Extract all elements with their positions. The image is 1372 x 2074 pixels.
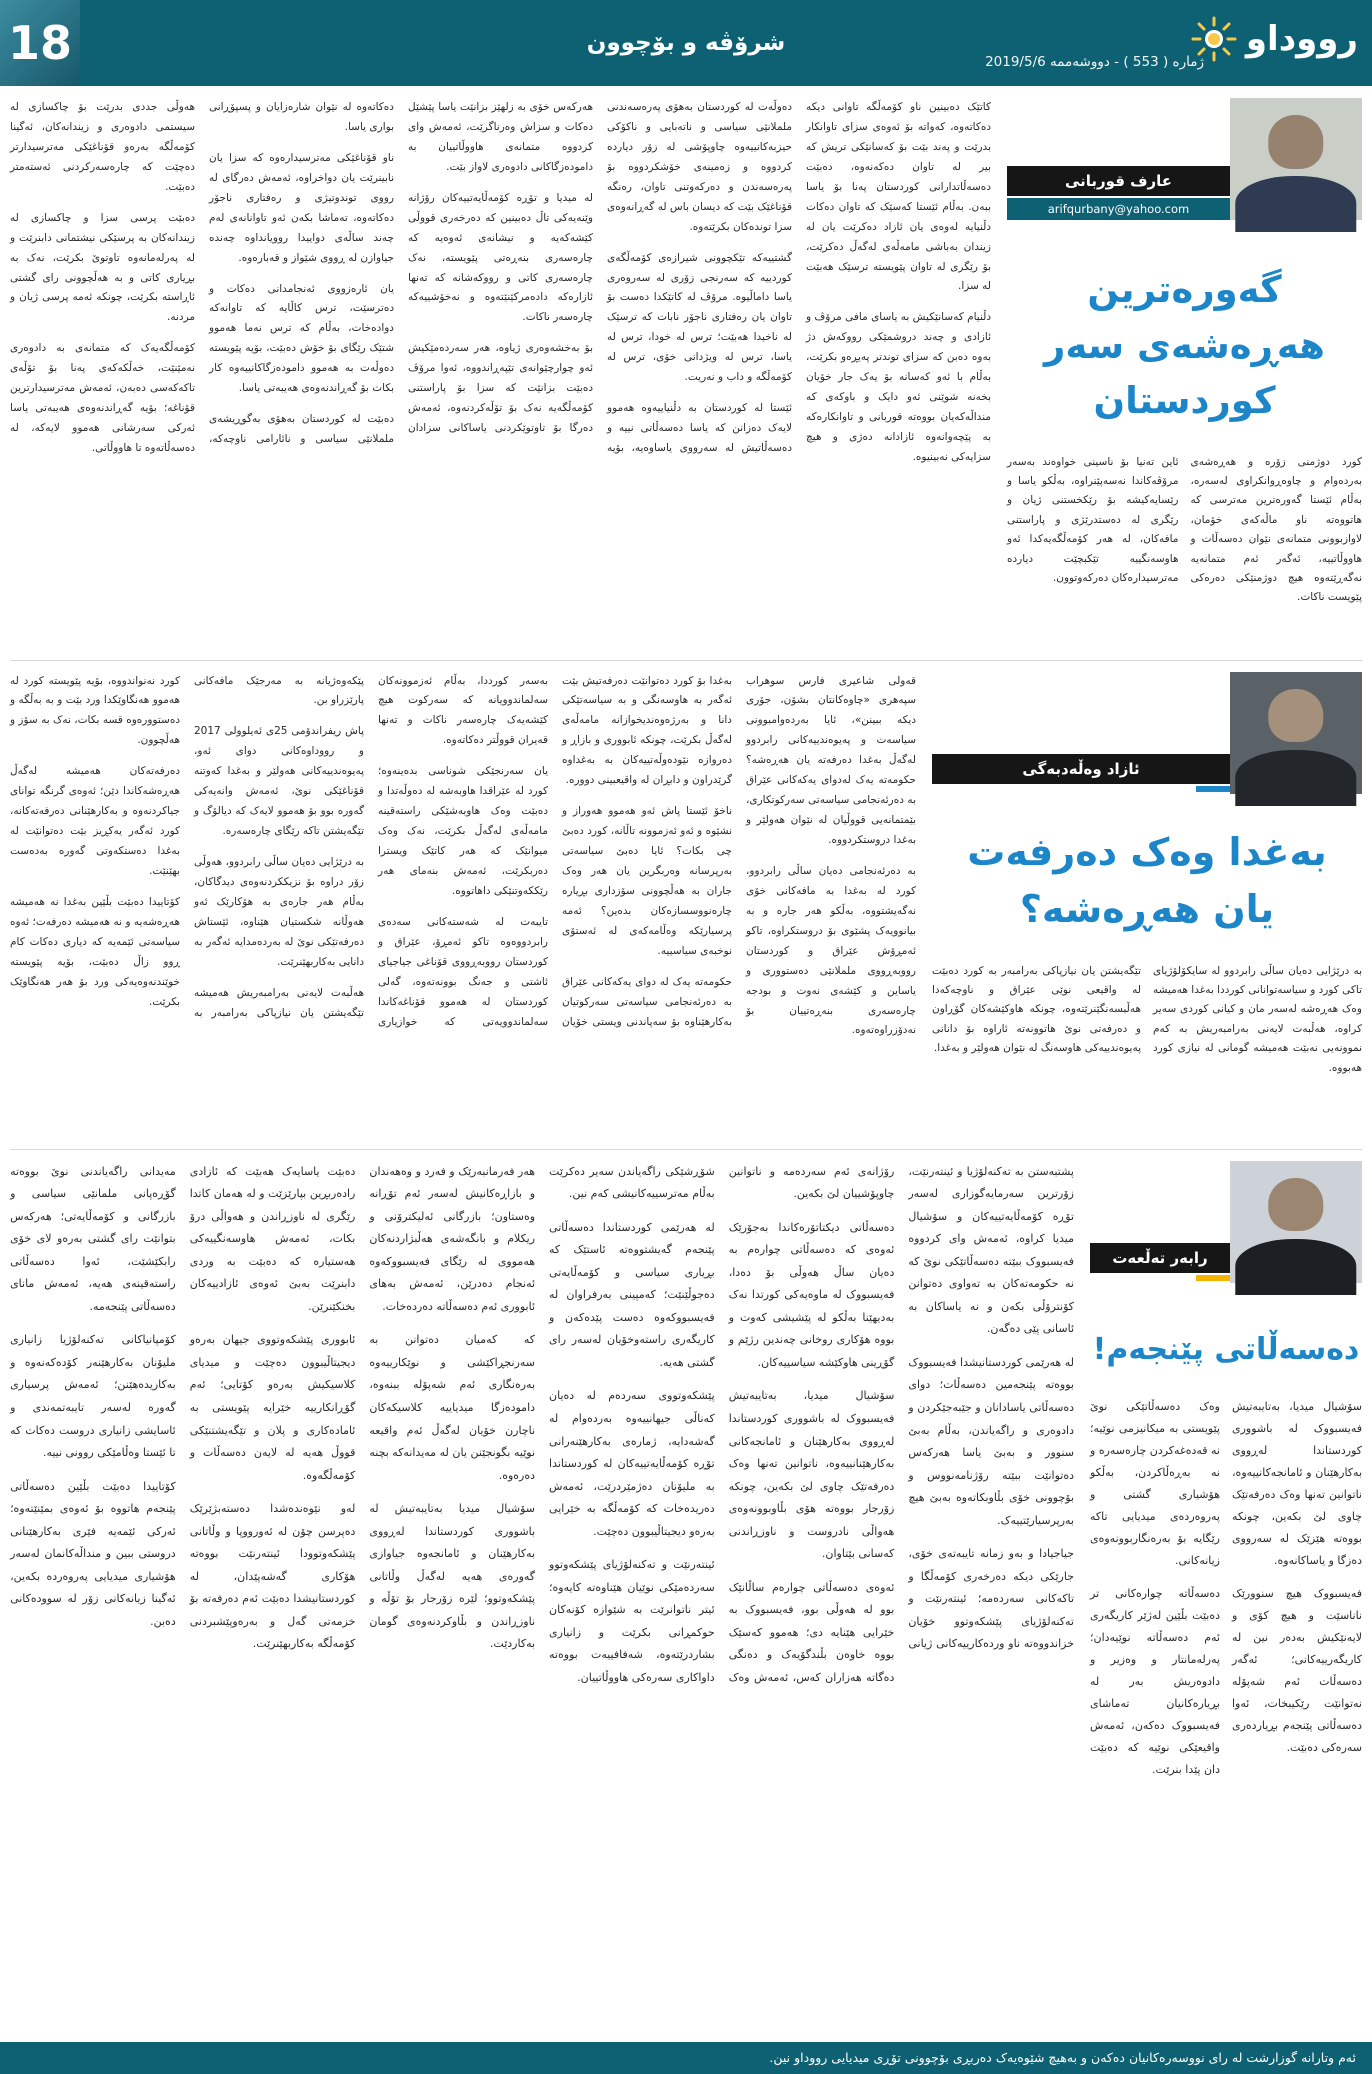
author-name-bar xyxy=(1007,166,1230,196)
footer-bar xyxy=(0,2042,1372,2074)
body-paragraph: بەغدا بۆ کورد دەتوانێت دەرفەتیش بێت ئەگەر بە هاوسەنگی و بە سیاسەتێکی دانا و بەرژەوەندیخوازانە مامەڵەی لەگەڵ بکرێت، چونکە ئابووری و بازاڕ و دەروازە نێودەوڵەتییەکان بە بەغداوە گرێدراون و دابڕان لە واقیعبینی دوورە. xyxy=(562,674,732,787)
body-paragraph: ئابووری پێشکەوتووی جیهان بەرەو دیجیتاڵیبوون دەچێت و میدیای کلاسیکیش بەرەو کۆتایی؛ ئەم گۆڕانکارییە خێرایە پێویستی بە ئامادەکاری و پلان و تێگەیشتنێکی قووڵ هەیە لە لایەن دەسەڵات و کۆمەڵگەوە. xyxy=(189,1333,356,1482)
body-paragraph: بۆ بەخشەوەری ژیاوە، هەر سەردەمێکیش ئەو چوارچێوانەی تێپەڕاندووە، ئەوا مرۆڤ دەبێت بزانێت کە سزا بۆ پاراستنی کۆمەڵگەیە نەک بۆ تۆڵەکردنەوە، ئەمەش دەرگا بۆ تاوتوێکردنی یاساکانی سزادان دەکاتەوە لە نێوان شارەزایان و پسپۆڕانی بواری یاسا. xyxy=(209,101,593,435)
article-body xyxy=(10,672,916,1132)
body-paragraph: کۆتاییدا دەبێت بڵێین بەغدا نە هەمیشە هەڕەشەیە و نە هەمیشە دەرفەت؛ ئەوە سیاسەتی ئێمەیە کە دیاری دەکات کام ڕوو زاڵ دەبێت، بۆیە پێویستە خوێندنەوەیەکی ورد بۆ هەر هەنگاوێک بکرێت. xyxy=(10,895,180,1008)
body-paragraph: بە دەرئەنجامی دەیان ساڵی رابردوو، کورد لە بەغدا بە مافەکانی خۆی نەگەیشتووە، بەڵکو هەر جارە و بە بیانوویەک پشێوی بۆ دروستکراوە، تاکو ئەمڕۆش عێراق و کوردستان رووبەڕووی ململانێی دەستووری و یاساین و کێشەی نەوت و بودجە چارەسەری بنەڕەتییان بۆ نەدۆزراوەتەوە. xyxy=(746,864,916,1037)
body-paragraph: کاتێک دەبینین ناو کۆمەڵگە تاوانی دیکە دەکاتەوە، کەواتە بۆ ئەوەی سزای تاوانکار بدرێت و پەند بێت بۆ کەسانێکی تریش کە بیر لە تاوان دەکەنەوە، دەبێت دەسەڵاتدارانی کوردستان پەنا بۆ یاسا ببەن. بەڵام ئێستا کەسێک کە تاوان دەکات دڵنیایە لەوەی یان ئازاد دەکرێت یان لە زیندان بەباشی مامەڵەی لەگەڵ دەکرێت، بۆ رێگری لە تاوان پێویستە ترسێک هەبێت لە سزا. xyxy=(806,101,991,293)
body-paragraph: لە هەرێمی کوردستاندا دەسەڵاتی پێنجەم گەیشتووەتە ئاستێک کە بڕیاری سیاسی و کۆمەڵایەتی دەجوڵێنێت؛ کەمپینی بەرفراوان لە فەیسبووکەوە دەست پێدەکەن و کاریگەری راستەوخۆیان لەسەر رای گشتی هەیە. xyxy=(549,1220,715,1369)
author-name-bar xyxy=(1090,1243,1230,1273)
section-title: شرۆڤە و بۆچوون xyxy=(586,30,786,56)
body-paragraph: دەبێت لە کوردستان بەهۆی بەگوڕیشەی ململانێی سیاسی و نائارامی ناوچەکە، هەوڵی جددی بدرێت بۆ چاکسازی لە سیستمی دادوەری و زیندانەکان، ئەگینا کۆمەڵگە بەرەو قۆناغێکی مەترسیدارتر دەچێت کە چارەسەرکردنی ئەستەمتر دەبێت. xyxy=(10,101,394,446)
page-number: 18 xyxy=(0,0,80,86)
body-paragraph: دەسەڵاتە چوارەکانی تر دەبێت بڵێین لەژێر کاریگەری ئەم دەسەڵاتە نوێیەدان؛ پەرلەمانتار و وەزیر و دادوەریش بەر لە بڕیارەکانیان تەماشای فەیسبووک دەکەن، ئەمەش واقیعێکی نوێیە کە دەبێت دان پێدا بنرێت. xyxy=(1090,1586,1220,1776)
body-paragraph: ئاین تەنیا بۆ ناسینی خواوەند بەسەر مرۆڤەکاندا نەسەپێنراوە، بەڵکو یاسا و رێسایەکیشە بۆ رێکخستنی ژیان و رێگری لە دەستدرێژی و پاراستنی مافەکان، لە هەر کۆمەڵگەیەکدا ئەو هاوسەنگییە تێکبچێت دیاردە مەترسیدارەکان دەرکەوتوون. xyxy=(1007,455,1179,585)
body-paragraph: سۆشیال میدیا بەتایبەتیش لە باشووری کوردستاندا لەڕووی بەکارهێنان و ئامانجەوە جیاوازی گەورەی هەیە لەگەڵ وڵاتانی پێشکەوتوو؛ لێرە زۆرجار بۆ تۆڵە و ناوزڕاندن و بڵاوکردنەوەی گومان بەکاردێت. xyxy=(369,1502,536,1651)
page-content xyxy=(0,86,1372,2042)
rudaw-logo xyxy=(1191,16,1358,62)
body-paragraph: قەولی شاعیری فارس سوهراب سپەهری «چاوەکانتان بشۆن، جۆری دیکە ببینن»، ئایا بەردەوامبوونی سیاسەت و پەیوەندییەکانی رابردوو لەگەڵ بەغدا دەرفەتە یان هەڕەشە؟ حکومەتە یەک لەدوای یەکەکانی عێراق بە دەرئەنجامی سیاسەتی سەرکوتکاری، بێمتمانەیی قووڵیان لە نێوان هەولێر و بەغدا دروستکردووە. xyxy=(746,674,916,846)
author-name-bar xyxy=(932,754,1230,784)
section-divider xyxy=(10,1149,1362,1150)
body-paragraph: دەبێت پرسی سزا و چاکسازی لە زیندانەکان بە پرسێکی نیشتمانی دابنرێت و لە پەرلەمانەوە تاوتوێ بکرێت، نەک بە بڕیاری کاتی و بە هەڵچوونی رای گشتی ئاڕاستە بکرێت، چونکە ئەمە پرسی ژیان و مردنە. xyxy=(10,211,195,324)
author-name: ئازاد وەڵەدبەگی xyxy=(1022,759,1140,778)
feature-text xyxy=(1007,453,1362,649)
body-paragraph: بە درێژایی دەیان ساڵی رابردوو لە سایکۆلۆژیای تاکی کورد و سیاسەتوانانی کورددا بەغدا هەمیشە وەک هەڕەشە لەسەر مان و کیانی کوردی سەیر کراوە، هەڵبەت لایەنی بەرامبەریش بە کەم نموونەیی نەبێت هەمیشە گومانی لە نیازی کورد هەبووە. xyxy=(1153,964,1362,1074)
body-paragraph: کۆمپانیاکانی تەکنەلۆژیا زانیاری ملیۆنان بەکارهێنەر کۆدەکەنەوە و بەکاریدەهێنن؛ ئەمەش پرسیاری گەورە لەسەر تایبەتمەندی و ئاسایشی زانیاری دروست دەکات کە تا ئێستا وەڵامێکی روونی نییە. xyxy=(10,1333,176,1460)
body-paragraph: ئینتەرنێت و تەکنەلۆژیای پێشکەوتوو سەردەمێکی نوێیان هێناوەتە کایەوە؛ ئیتر ناتوانرێت بە شێوازە کۆنەکان حوکمڕانی بکرێت و زانیاری بشاردرێتەوە، شەفافییەت بووەتە داواکاری سەرەکی هاووڵاتییان. xyxy=(549,1558,715,1684)
author-block xyxy=(932,672,1362,794)
feature-text xyxy=(932,962,1362,1138)
body-paragraph: دەبێت یاسایەک هەبێت کە ئازادی رادەربڕین بپارێزێت و لە هەمان کاتدا رێگری لە ناوزڕاندن و هەواڵی درۆ بکات، ئەمەش هاوسەنگییەکی هەستیارە کە دەبێت بە وردی دابنرێت بەبێ ئەوەی ئازادییەکان بخنکێنرێن. xyxy=(189,1164,356,1313)
body-paragraph: ئەوەی دەسەڵاتی چوارەم ساڵانێک بوو لە هەوڵی بوو، فەیسبووک بە خێرایی هێنایە دی؛ هەموو کەسێک بووە خاوەن بڵندگۆیەک و دەنگی دەگاتە هەزاران کەس، ئەمەش وەک شۆڕشێکی راگەیاندن سەیر دەکرێت بەڵام مەترسییەکانیشی کەم نین. xyxy=(549,1164,895,1684)
article-headline: گەورەترین هەڕەشەی سەر کوردستان xyxy=(1044,268,1325,422)
article-feature-column xyxy=(1007,98,1362,649)
body-paragraph: دەرفەتەکان هەمیشە لەگەڵ هەڕەشەکاندا دێن؛ ئەوەی گرنگە توانای جیاکردنەوە و بەکارهێنانی دەرفەتەکانە، کورد ئەگەر یەکڕیز بێت دەتوانێت لە بەغدا دەستکەوتی گەورە بەدەست بهێنێت. xyxy=(10,765,180,877)
body-paragraph: پاش ریفراندۆمی 25ی ئەیلوولی 2017 و رووداوەکانی دوای ئەو، پەیوەندییەکانی هەولێر و بەغدا کەوتنە قۆناغێکی نوێ، ئەمەش وانەیەکی گەورە بوو بۆ هەموو لایەک کە دیالۆگ و تێگەیشتن تاکە رێگای چارەسەرە. xyxy=(194,725,365,838)
author-block xyxy=(1090,1161,1362,1283)
author-photo xyxy=(1230,672,1362,794)
body-paragraph: ناو قۆناغێکی مەترسیدارەوە کە سزا یان نابینرێت یان دواخراوە، ئەمەش دەرگای لە رووی توندوتیژی و رەفتاری ناجۆر دەکاتەوە، تەماشا بکەن ئەو تاوانانەی لەم چەند ساڵەی دواییدا روویانداوە چەندە جیاوازن لە ڕووی شێواز و قەبارەوە. xyxy=(209,151,394,264)
article-feature-column xyxy=(932,672,1362,1138)
body-paragraph: هەڵبەت لایەنی بەرامبەریش هەمیشە تێگەیشتن یان نیازپاکی بەرامبەر بە کورد نەنواندووە، بۆیە پێویستە کورد لە هەموو هەنگاوێکدا ورد بێت و بە بەڵگە و دەستوورەوە قسە بکات، نەک بە سۆز و هەڵچوون. xyxy=(10,674,364,1019)
article-body xyxy=(10,98,991,572)
section-divider xyxy=(10,660,1362,661)
article-feature-column xyxy=(1090,1161,1362,2042)
author-name: رابەر تەڵعەت xyxy=(1112,1248,1208,1267)
body-paragraph: هەر فەرمانبەرێک و فەرد و وەهەندان و بازاڕەکانیش لەسەر ئەم تۆڕانە وەستاون؛ بازرگانی ئەلیکترۆنی و ریکلام و بانگەشەی هەڵبژاردنەکان هەمووی لە رێگای فەیسبووکەوە ئەنجام دەدرێن، ئەمەش بەهای ئابووری ئەم دەسەڵاتە دەردەخات. xyxy=(369,1164,536,1313)
author-name: عارف قوربانی xyxy=(1064,172,1173,190)
body-paragraph: لە میدیا و تۆڕە کۆمەڵایەتییەکان رۆژانە وێنەیەکی تاڵ دەبینین کە دەرخەری قووڵی کێشەکەیە و نیشانەی ئەوەیە کە چارەسەری بنەڕەتی پێویستە، نەک چارەسەری کاتی و رووکەشانە کە تەنها ئازارەکە دادەمرکێنێتەوە و نەخۆشییەکە چارەسەر ناکات. xyxy=(408,191,593,324)
masthead xyxy=(0,0,1372,86)
body-paragraph: دەسەڵاتی دیکتاتۆرەکاندا بەجۆرێک ئەوەی کە دەسەڵاتی چوارەم بە دەیان ساڵ هەوڵی بۆ دەدا، فەیسبووک لە ماوەیەکی کورتدا نەک بەدیهێنا بەڵکو لە پێشیشی کەوت و بووە هۆکاری روخانی چەندین رژێم و گۆڕینی هاوکێشە سیاسییەکان. xyxy=(728,1220,895,1369)
body-paragraph: گشتییەکە تێکچوونی شیرازەی کۆمەڵگەی کوردییە کە سەرنجی زۆری لە سەروەری یاسا داماڵیوە. مرۆڤ لە کاتێکدا دەست بۆ تاوان یان رەفتاری ناجۆر نابات کە ترسێک لە ناخیدا هەبێت؛ ترس لە خودا، ترس لە یاسا، ترس لە ویژدانی خۆی، ترس لە کۆمەڵگە و داب و نەریت. xyxy=(607,251,792,384)
body-paragraph: دڵنیام کەسانێکیش بە یاسای مافی مرۆڤ و ئازادی و چەند دروشمێکی رووکەش دژ بەوە دەبن کە سزای توندتر پەیڕەو بکرێت، بەڵام با ئەو کەسانە بۆ یەک جار خۆیان بخەنە شوێنی ئەو دایک و باوکەی کە منداڵەکەیان بووەتە قوربانی و تاوانکارەکە بە پێچەوانەوە ئازادانە دەژی و هیچ سزایەکی نەبینیوە. xyxy=(806,311,991,463)
article-arif-qurbani xyxy=(10,98,1362,649)
body-paragraph: پشتبەستن بە تەکنەلۆژیا و ئینتەرنێت، زۆرترین سەرمایەگوزاری لەسەر تۆڕە کۆمەڵایەتییەکان و سۆشیال میدیا کراوە، ئەمەش وای کردووە فەیسبووک ببێتە دەسەڵاتێکی نوێ کە نە حکومەتەکان بە تەواوی دەتوانن کۆنترۆڵی بکەن و نە یاساکان بە ئاسانی پێی دەگەن. xyxy=(908,1164,1074,1336)
body-paragraph: لە هەرێمی کوردستانیشدا فەیسبووک بووەتە پێنجەمین دەسەڵات؛ دوای دەسەڵاتی یاسادانان و جێبەجێکردن و دادوەری و راگەیاندن، بەڵام بەبێ سنوور و بەبێ یاسا هەرکەس دەتوانێت ببێتە رۆژنامەنووس و بۆچوونی خۆی بڵاوبکاتەوە بەبێ هیچ بەرپرسیارێتییەک. xyxy=(908,1355,1074,1527)
body-paragraph: کۆمەڵگەیەک کە متمانەی بە دادوەری نەمێنێت، خەڵکەکەی پەنا بۆ تۆڵەی تاکەکەسی دەبەن، ئەمەش مەترسیدارترین قۆناغە؛ بۆیە گەڕاندنەوەی هەیبەتی یاسا ئەرکی سەرشانی هەموو لایەکە، لە دەسەڵاتەوە تا هاووڵاتی. xyxy=(10,342,195,454)
author-photo xyxy=(1230,1161,1362,1283)
article-raber-talat xyxy=(10,1161,1362,2042)
body-paragraph: کۆتاییدا دەبێت بڵێین دەسەڵاتی پێنجەم هاتووە بۆ ئەوەی بمێنێتەوە؛ ئەرکی ئێمەیە فێری بەکارهێنانی دروستی ببین و منداڵەکانمان لەسەر هۆشیاری میدیایی پەروەردە بکەین، ئەگینا زیانەکانی زۆر لە سوودەکانی دەبن. xyxy=(10,1479,176,1628)
body-paragraph: حکومەتە یەک لە دوای یەکەکانی عێراق بە دەرئەنجامی سیاسەتی سەرکوتیان بەکارهێناوە بۆ سەپاندنی ویستی خۆیان بەسەر کورددا، بەڵام ئەزموونەکان سەلماندوویانە کە سەرکوت هیچ کێشەیەک چارەسەر ناکات و تەنها قەیران قووڵتر دەکاتەوە. xyxy=(378,674,732,1028)
body-paragraph: ناخۆ ئێستا پاش ئەو هەموو هەوراز و نشێوە و ئەو ئەزموونە تاڵانە، کورد دەبێ چی بکات؟ ئایا دەبێ سیاسەتی بەرپرسانە وەربگرین یان هەر وەک جاران بە هەڵچوونی سۆزداری بڕیارە چارەنووسسازەکان بدەین؟ ئەمە پرسیارێکە وەڵامەکەی لە ئەستۆی نوخبەی سیاسییە. xyxy=(562,805,732,957)
article-headline: دەسەڵاتی پێنجەم! xyxy=(1092,1331,1360,1367)
body-paragraph: پێشکەوتووی سەردەم لە دەیان کەناڵی جیهانییەوە بەردەوام لە گەشەدایە، ژمارەی بەکارهێنەرانی تۆڕە کۆمەڵایەتییەکان لە کوردستاندا بە ملیۆنان دەژمێردرێت، ئەمەش دەریدەخات کە کۆمەڵگە بە خێرایی بەرەو دیجیتاڵیبوون دەچێت. xyxy=(549,1389,715,1538)
sunburst-icon xyxy=(1191,16,1237,62)
body-paragraph: مەیدانی راگەیاندنی نوێ بووەتە گۆڕەپانی ملمانێی سیاسی و بازرگانی و کۆمەڵایەتی؛ هەرکەس بتوانێت رای گشتی بەرەو لای خۆی رابکێشێت، ئەوا دەسەڵاتی راستەقینەی هەیە، ئەمەش مانای دەسەڵاتی پێنجەمە. xyxy=(10,1164,176,1313)
author-email[interactable]: arifqurbany@yahoo.com xyxy=(1007,198,1230,220)
logo-wordmark: رووداو xyxy=(1245,19,1358,59)
body-paragraph: تایبەت لە شەستەکانی سەدەی رابردووەوە تاکو ئەمڕۆ، عێراق و کوردستان رووبەڕووی قۆناغی جیاجیای ئاشتی و جەنگ بوونەتەوە، گەلی کوردستان لە هەموو قۆناغەکاندا سەلماندوویەتی کە خوازیاری پێکەوەژیانە بە مەرجێک مافەکانی پارێزراو بن. xyxy=(194,674,548,1028)
body-paragraph: ئێستا لە کوردستان بە دڵنیاییەوە هەموو لایەک دەزانن کە یاسا دەسەڵاتی نییە و دەسەڵاتیش لە سەرووی یاساوەیە، بۆیە هەرکەس خۆی بە زلهێز بزانێت یاسا پێشێل دەکات و سزاش وەرناگرێت، ئەمەش وای کردووە متمانەی هاووڵاتییان بە دامودەزگاکانی دادوەری لاواز بێت. xyxy=(408,101,792,454)
body-paragraph: لەو نێوەندەشدا دەستەبژێرێک دەپرسن چۆن لە ئەورووپا و وڵاتانی پێشکەوتوودا ئینتەرنێت بووەتە هۆکاری گەشەپێدان، لە کوردستانیشدا دەبێت ئەم دەرفەتە بۆ خزمەتی گەل و بەرەوپێشبردنی کۆمەڵگە بەکاربهێنرێت. xyxy=(189,1502,356,1651)
name-bar-accent xyxy=(1196,1275,1230,1281)
footer-disclaimer: ئەم وتارانە گوزارشت لە رای نووسەرەکانیان دەکەن و بەهیچ شێوەیەک دەربڕی بۆچوونی تۆڕی میدیایی رووداو نین. xyxy=(769,2050,1356,2065)
body-paragraph: وەک دەسەڵاتێکی نوێ پێویستی بە میکانیزمی نوێیە؛ نە قەدەغەکردن چارەسەرە و نە بەڕەڵاکردن، بەڵکو هۆشیاری گشتی و پەروەردەی میدیایی تاکە رێگایە بۆ بەرەنگاربوونەوەی زیانەکانی. xyxy=(1090,1399,1220,1567)
body-paragraph: جیاجیادا و بەو زمانە تایبەتەی خۆی، جارێکی دیکە دەرخەری کۆمەڵگا و تاکەکانی سەردەمە؛ ئینتەرنێت و تەکنەلۆژیای پێشکەوتوو خۆیان خزاندووەتە ناو وردەکارییەکانی ژیانی رۆژانەی ئەم سەردەمە و ناتوانین چاوپۆشییان لێ بکەین. xyxy=(728,1164,1074,1651)
body-paragraph: یان ئارەزووی ئەنجامدانی دەکات و دەترسێت، ترس کاڵایە کە تاوانەکە دوادەخات، بەڵام کە ترس نەما هەموو شتێک رێگای بۆ خۆش دەبێت، بۆیە پێویستە دەوڵەت بە هەموو دامودەزگاکانییەوە کار بکات بۆ گەڕاندنەوەی هەیبەتی یاسا. xyxy=(209,282,394,395)
date-line: ژمارە ( 553 ) - دووشەممە 2019/5/6 xyxy=(985,54,1204,70)
body-paragraph: یان سەرنجێکی شوناسی بدەینەوە؛ کورد لە عێراقدا هاوبەشە لە دەوڵەتدا و دەبێت وەک هاوبەشێکی راستەقینە مامەڵەی لەگەڵ بکرێت، نەک وەک میوانێک کە هەر کاتێک ویسترا دەربکرێت، ئەمەش بنەمای هەر رێککەوتنێکی داهاتووە. xyxy=(378,765,548,897)
author-block xyxy=(1007,98,1362,220)
author-photo xyxy=(1230,98,1362,220)
article-headline: بەغدا وەک دەرفەت یان هەڕەشە؟ xyxy=(967,829,1327,931)
body-paragraph: فەیسبووک هیچ سنوورێک ناناسێت و هیچ کۆی و لایەنێکیش بەدەر نین لە کاریگەرییەکانی؛ ئەگەر دەسەڵات ئەم شەپۆلە نەتوانێت رێکیبخات، ئەوا دەسەڵاتی پێنجەم بڕیاردەری سەرەکی دەبێت. xyxy=(1232,1586,1362,1754)
body-paragraph: کورد دوژمنی زۆرە و هەڕەشەی بەردەوام و چاوەڕوانکراوی لەسەرە، بەڵام ئێستا گەورەترین مەترسی کە هاتووەتە ناو ماڵەکەی خۆمان، لاوازبوونی متمانەی نێوان دەسەڵات و هاووڵاتییە، ئەگەر ئەم متمانەیە نەگەڕێتەوە هیچ دوژمنێکی دەرەکی پێویست ناکات. xyxy=(1190,455,1362,604)
article-azad-waladbagi xyxy=(10,672,1362,1138)
body-paragraph: بە درێژایی دەیان ساڵی رابردوو، هەوڵی زۆر دراوە بۆ نزیککردنەوەی دیدگاکان، بەڵام هەر جارەی بە هۆکارێک ئەو هەوڵانە شکستیان هێناوە، ئێستاش دەرفەتێکی نوێ لە بەردەمدایە ئەگەر بە دانایی بەکاربهێنرێت. xyxy=(194,856,364,968)
body-paragraph: تێگەیشتن یان نیازپاکی بەرامبەر بە کورد دەبێت لە واقیعی نوێی عێراق و ناوچەکەدا هەڵبسەنگێنرێتەوە، چونکە هاوکێشەکان گۆڕاون و دەرفەتی نوێ هاتوونەتە ئاراوە بۆ دانانی پەیوەندییەکی هاوسەنگ لە نێوان هەولێر و بەغدا. xyxy=(932,964,1141,1055)
article-body xyxy=(10,1161,1074,2041)
body-paragraph: سۆشیال میدیا، بەتایبەتیش فەیسبووک لە باشووری کوردستاندا لەڕووی بەکارهێنان و ئامانجەکانییەوە، ناتوانین تەنها وەک دەرفەتێک چاوی لێ بکەین، چونکە بووەتە هێزێک لە سەرووی دەزگا و یاساکانەوە. xyxy=(1232,1399,1362,1567)
feature-text xyxy=(1090,1396,1362,2042)
body-paragraph: سۆشیال میدیا، بەتایبەتیش فەیسبووک لە باشووری کوردستاندا لەڕووی بەکارهێنان و ئامانجەکانی بەکارهێنانییەوە، ناتوانین تەنها وەک دەرفەتێک چاوی لێ بکەین، چونکە زۆرجار بووەتە هۆی بڵاوبوونەوەی هەواڵی نادروست و ناوزڕاندنی کەسانی بێتاوان. xyxy=(728,1389,895,1561)
body-paragraph: کە کەمیان دەتوانن بە سەرنجڕاکێشی و نوێکارییەوە بەرەنگاری ئەم شەپۆلە ببنەوە، دامودەزگا میدیاییە کلاسیکەکان ناچارن خۆیان لەگەڵ ئەم واقیعە نوێیە بگونجێنن یان لە مەیدانەکە بچنە دەرەوە. xyxy=(369,1333,536,1482)
name-bar-accent xyxy=(1196,786,1230,792)
body-paragraph: دەوڵەت لە کوردستان بەهۆی پەرەسەندنی ململانێی سیاسی و ناتەبایی و ناکۆکی حیزبەکانییەوە چاوپۆشی لە زۆر دیاردە کردووە و زەمینەی خۆشکردووە بۆ پەرەسەندن و دەرکەوتنی تاوان، رەنگە قۆناغێک بێت کە دیسان باس لە گەڕانەوەی سزا توندەکان بکرێتەوە. xyxy=(607,101,792,233)
